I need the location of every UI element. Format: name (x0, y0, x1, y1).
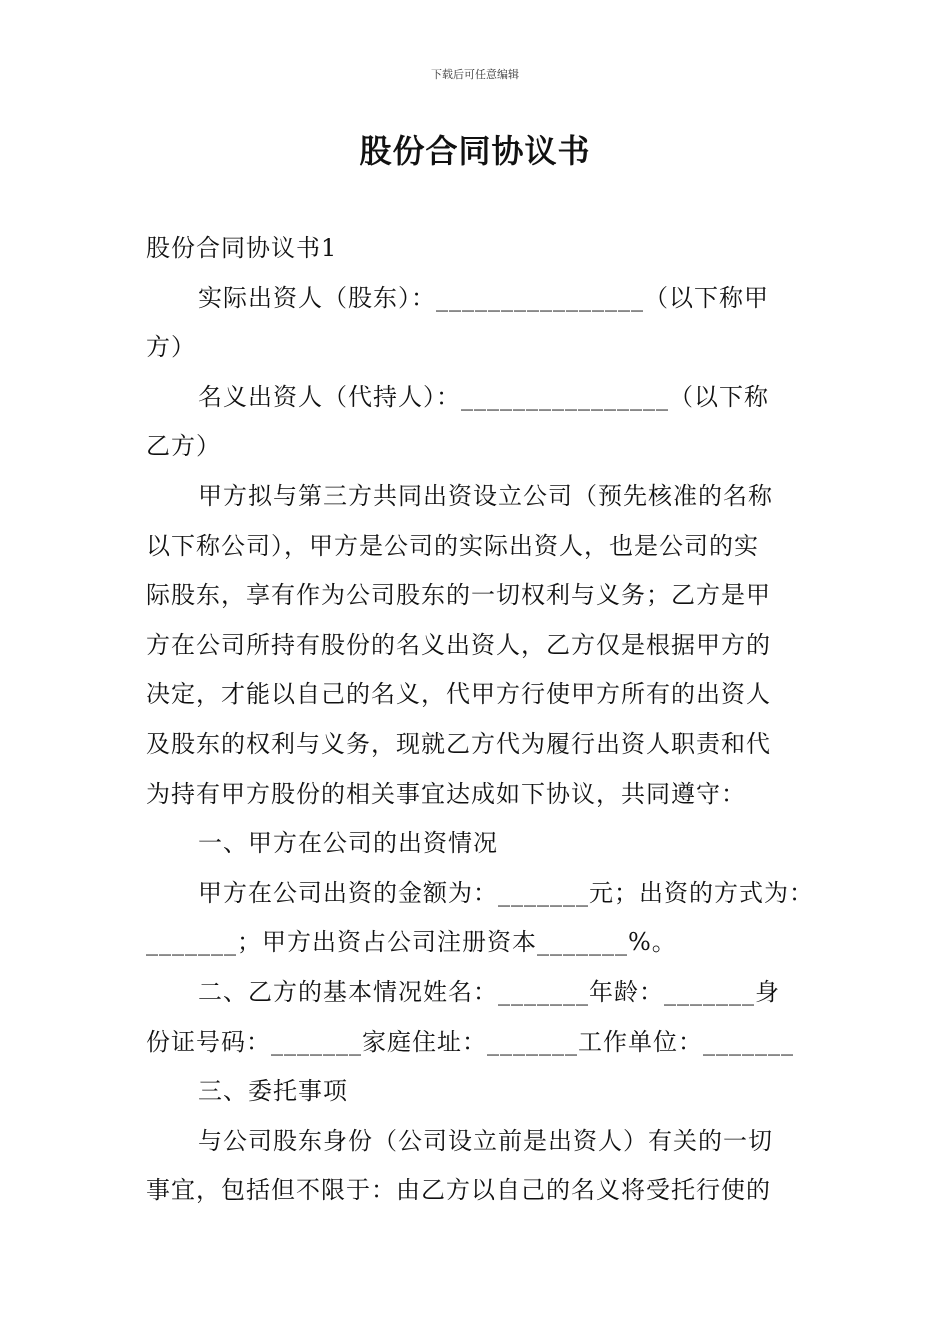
body-line: 实际出资人（股东）：________________（以下称甲 (198, 283, 769, 312)
section-heading: 一、甲方在公司的出资情况 (198, 829, 498, 858)
body-line: 事宜，包括但不限于：由乙方以自己的名义将受托行使的 (146, 1176, 771, 1205)
body-line: 及股东的权利与义务，现就乙方代为履行出资人职责和代 (146, 729, 771, 758)
body-line: _______；甲方出资占公司注册资本_______%。 (146, 928, 677, 957)
body-line: 名义出资人（代持人）：________________（以下称 (198, 382, 769, 411)
section-heading: 二、乙方的基本情况姓名：_______年龄：_______身 (198, 977, 780, 1006)
document-title: 股份合同协议书 (359, 132, 591, 170)
body-line: 方） (146, 333, 196, 362)
body-line: 际股东，享有作为公司股东的一切权利与义务；乙方是甲 (146, 581, 771, 610)
body-line: 股份合同协议书1 (146, 234, 338, 262)
body-line: 乙方） (146, 432, 221, 461)
body-line: 与公司股东身份（公司设立前是出资人）有关的一切 (198, 1126, 773, 1155)
section-heading: 三、委托事项 (198, 1077, 348, 1106)
body-line: 份证号码：_______家庭住址：_______工作单位：_______ (146, 1027, 794, 1056)
body-line: 以下称公司），甲方是公司的实际出资人，也是公司的实 (146, 531, 759, 560)
body-line: 决定，才能以自己的名义，代甲方行使甲方所有的出资人 (146, 680, 771, 709)
document-body (146, 224, 814, 1216)
body-line: 方在公司所持有股份的名义出资人，乙方仅是根据甲方的 (146, 630, 771, 659)
body-line: 甲方在公司出资的金额为：_______元；出资的方式为： (198, 878, 814, 907)
body-line: 为持有甲方股份的相关事宜达成如下协议，共同遵守： (146, 779, 746, 808)
body-line: 甲方拟与第三方共同出资设立公司（预先核准的名称 (198, 481, 773, 510)
header-note: 下载后可任意编辑 (431, 68, 519, 81)
